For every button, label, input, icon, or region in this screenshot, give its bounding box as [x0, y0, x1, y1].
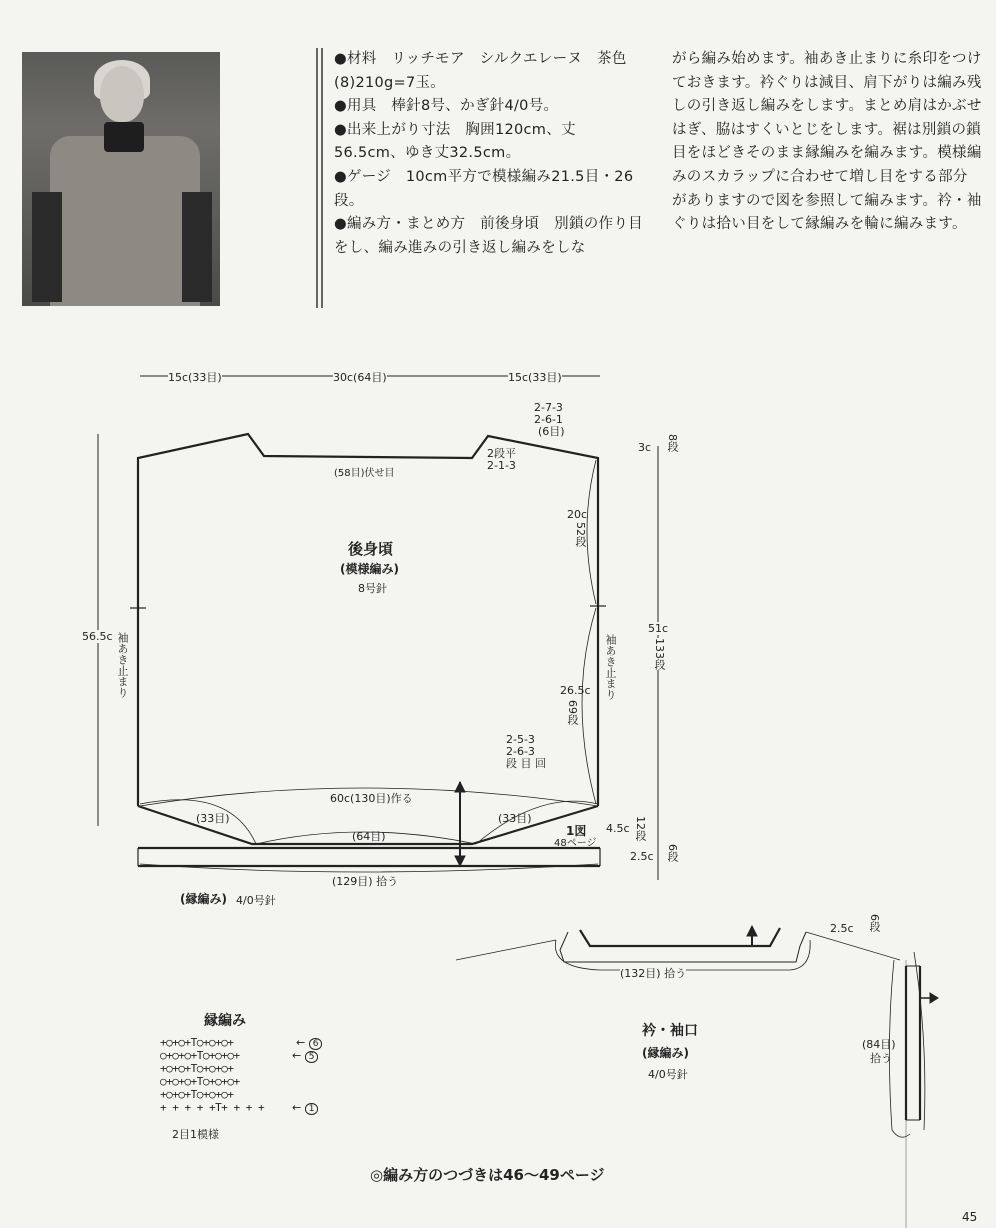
materials-text: ●材料 リッチモア シルクエレーヌ 茶色(8)210g=7玉。 [334, 51, 627, 91]
width-left-label: 15c(33目) [168, 371, 222, 384]
body-total: 51c [648, 622, 669, 635]
neck-pickup: (132目) 拾う [620, 967, 687, 980]
shoulder-decrease: 2-7-3 2-6-1 (6目) [534, 401, 565, 438]
continuation-note: ◎編み方のつづきは46〜49ページ [370, 1166, 605, 1184]
edging-row-5: ○+○+○+T○+○+○+ [160, 1049, 240, 1062]
hem-right-stitches: (33目) [498, 812, 532, 825]
figure-ref: 1図 [566, 824, 587, 838]
row-mark-1: ← 1 [292, 1101, 318, 1114]
piece-needle: 8号針 [358, 582, 387, 595]
side-length: 26.5c [560, 684, 591, 697]
sleeve-pickup: (84目) [862, 1038, 896, 1051]
piece-title: 後身頃 [348, 540, 394, 558]
border-needle: 4/0号針 [236, 894, 276, 907]
neck-decrease: 2段平 2-1-3 [487, 447, 516, 472]
width-right-label: 15c(33目) [508, 371, 562, 384]
border-rows: 6段 [666, 844, 679, 862]
collar-band-rows: 6段 [868, 914, 881, 932]
hem-center-stitches: (64目) [352, 830, 386, 843]
armhole-mark-left: 袖あき止まり [116, 632, 129, 698]
side-increase: 2-5-3 2-6-3 段 目 回 [506, 733, 546, 770]
row-mark-5: ← 5 [292, 1049, 318, 1062]
scallop-rows: 12段 [634, 816, 647, 841]
sleeve-pickup-2: 拾う [870, 1052, 892, 1065]
border-height: 2.5c [630, 850, 654, 863]
edging-row-4: +○+○+T○+○+○+ [160, 1062, 234, 1075]
neck-bind-off: (58目)伏せ目 [334, 468, 395, 479]
method-text-cont: がら編み始めます。袖あき止まりに糸印をつけておきます。衿ぐりは減目、肩下がりは編み残しの引き返し編みをします。まとめ肩はかぶせはぎ、脇はすくいとじをします。裾は別鎖の鎖目をほどきそのまま縁編みを編みます。模様編みのスカラップに合わせて増し目をする部分がありますので図を参照して編みます。衿・袖ぐりは拾い目をして縁編みを輪に編みます。 [672, 51, 982, 233]
cast-on: 60c(130目)作る [330, 792, 413, 805]
gauge-text: ●ゲージ 10cm平方で模様編み21.5目・26段。 [334, 168, 634, 209]
figure-page: 48ページ [554, 838, 597, 849]
scallop-height: 4.5c [606, 822, 630, 835]
edging-row-1: + + + + +T+ + + + [160, 1101, 265, 1114]
collar-pattern: (縁編み) [642, 1046, 689, 1060]
width-center-label: 30c(64目) [333, 371, 387, 384]
top-band-rows: 8段 [666, 434, 679, 452]
edging-row-6: +○+○+T○+○+○+ [160, 1036, 234, 1049]
total-length: 56.5c [82, 630, 113, 643]
armhole-length: 20c [567, 508, 588, 521]
edging-title: 縁編み [204, 1013, 246, 1029]
method-text: ●編み方・まとめ方 前後身頃 別鎖の作り目をし、編み進みの引き返し編みをしな [334, 216, 643, 256]
collar-needle: 4/0号針 [648, 1068, 688, 1081]
piece-pattern: (模様編み) [340, 562, 399, 576]
hem-left-stitches: (33目) [196, 812, 230, 825]
edging-row-2: +○+○+T○+○+○+ [160, 1088, 234, 1101]
page-number: 45 [962, 1210, 978, 1224]
armhole-rows: 52段 [574, 522, 587, 547]
collar-title: 衿・袖口 [642, 1023, 698, 1039]
row-mark-6: ← 6 [296, 1036, 322, 1049]
hem-pickup: (129目) 拾う [332, 875, 399, 888]
top-band-height: 3c [638, 441, 652, 454]
side-rows: 69段 [566, 700, 579, 725]
finished-size-text: ●出来上がり寸法 胸囲120cm、丈56.5cm、ゆき丈32.5cm。 [334, 121, 576, 162]
border-label: (縁編み) [180, 892, 227, 906]
repeat-label: 2目1模様 [172, 1128, 219, 1141]
tools-text: ●用具 棒針8号、かぎ針4/0号。 [334, 98, 559, 115]
edging-row-3: ○+○+○+T○+○+○+ [160, 1075, 240, 1088]
body-total-rows: 133段 [653, 638, 666, 670]
armhole-mark-right: 袖あき止まり [604, 634, 617, 700]
collar-band-height: 2.5c [830, 922, 854, 935]
